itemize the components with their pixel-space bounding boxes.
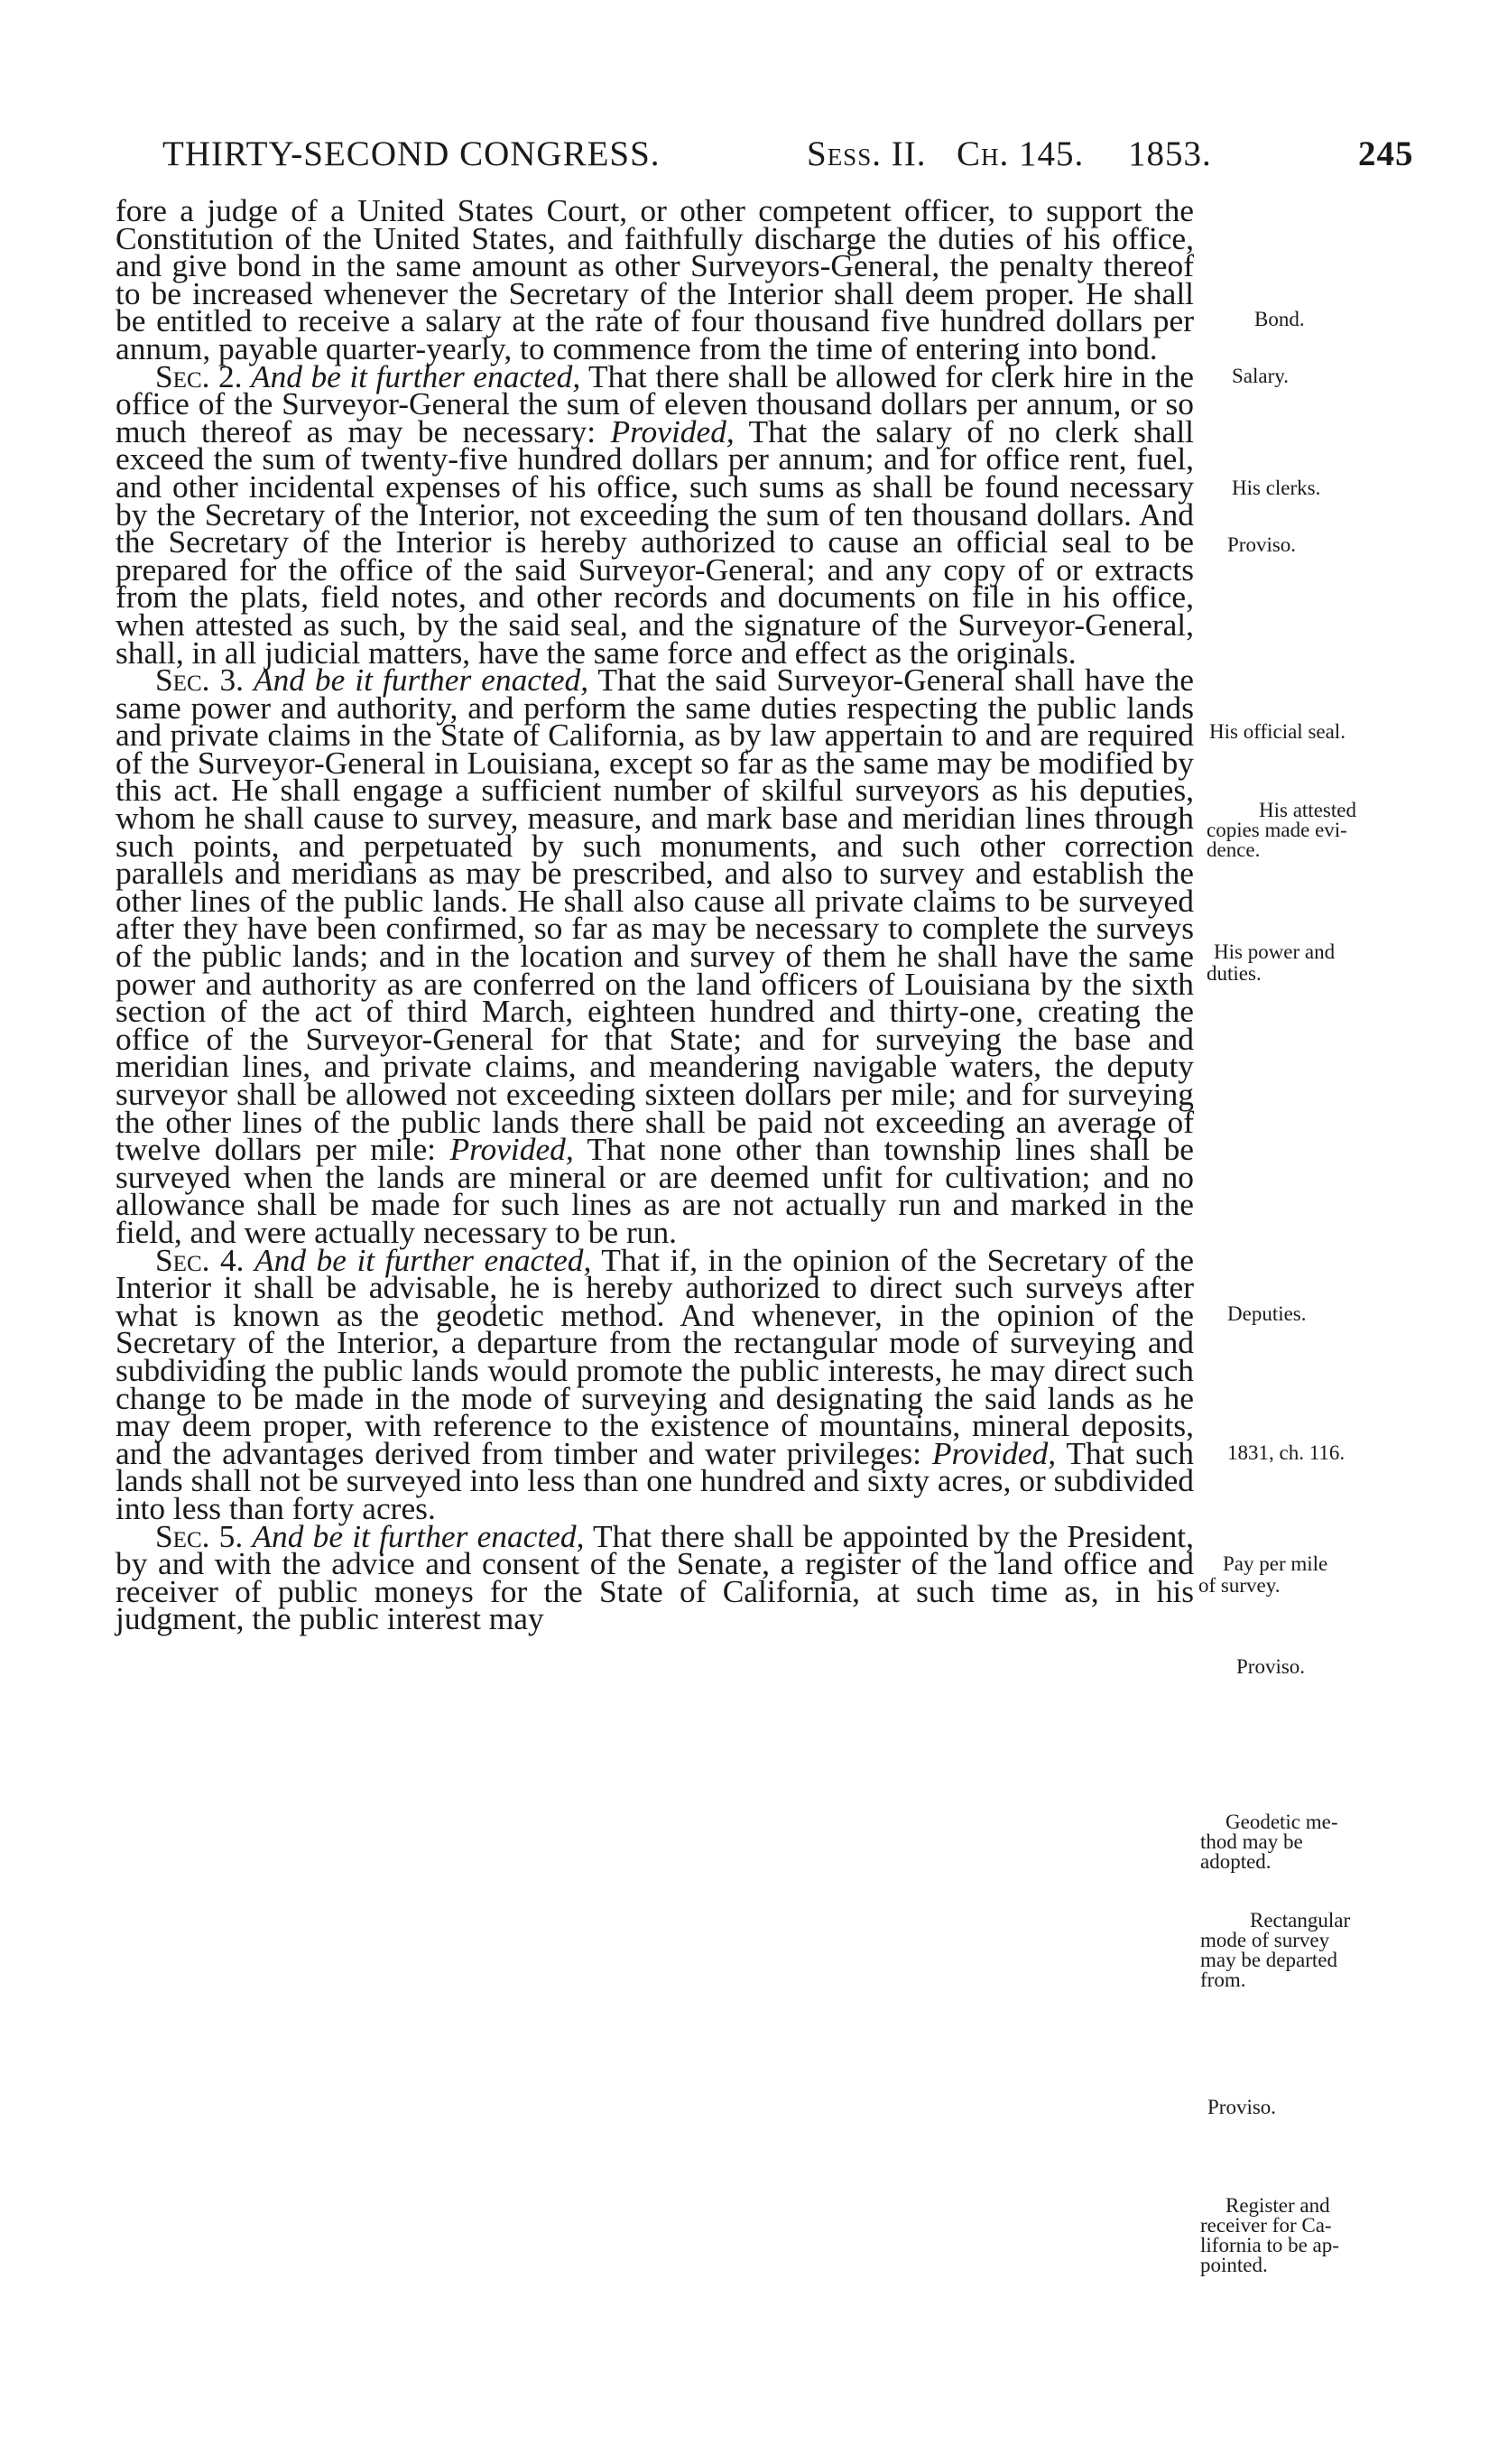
- margin-note-rect-2: mode of survey: [1200, 1929, 1330, 1951]
- section-3-text-b: That none other than township lines shall be surveyed when the lands are mineral or are deemed unfit for cultivation; and no allowance shall be made for such lines as are not actually run and marked in the field, and were actually necessary to be run.: [116, 1131, 1194, 1250]
- section-2-proviso: Provided,: [610, 412, 735, 449]
- section-3-label: Sec. 3.: [155, 662, 244, 699]
- margin-note-attested-3: dence.: [1207, 838, 1261, 861]
- section-2-text-a: That there shall be allowed for clerk hire in the office of the Surveyor-General the sum of eleven thousand dollars per annum, or so much thereof as may be necessary:: [116, 357, 1194, 449]
- section-2-text-b: That the salary of no clerk shall exceed the sum of twenty-five hundred dollars per annum; and for office rent, fuel, and other incidental expenses of his office, such sums as shall be found necessary by the Secretary of the Interior, not exceeding the sum of ten thousand dollars. And the Secretary of the Interior is hereby authorized to cause an official seal to be prepared for the office of the said Surveyor-General; and any copy of or extracts from the plats, field notes, and other records and documents on file in his office, when attested as such, by the said seal, and the signature of the Surveyor-General, shall, in all judicial matters, have the same force and effect as the originals.: [116, 412, 1194, 671]
- page-number: 245: [1358, 134, 1414, 173]
- congress-title: THIRTY-SECOND CONGRESS.: [162, 134, 661, 173]
- margin-note-statute: 1831, ch. 116.: [1227, 1441, 1346, 1464]
- margin-note-bond: Bond.: [1254, 308, 1305, 330]
- section-2-label: Sec. 2.: [155, 357, 243, 394]
- section-5-label: Sec. 5.: [155, 1517, 244, 1554]
- running-head: [162, 134, 1417, 188]
- margin-note-deputies: Deputies.: [1227, 1302, 1307, 1325]
- section-4-text-a: That if, in the opinion of the Secretary of the Interior it shall be advisable, he is hereby authorized to direct such surveys after what is known as the geodetic method. And whenever, in the opinion of the Secretary of the Interior, a departure from the rectangular mode of surveying and subdividing the public lands would promote the public interests, he may direct such change to be made in the mode of surveying and designating the said lands as he may deem proper, with reference to the existence of mountains, mineral deposits, and the advantages derived from timber and water privileges:: [116, 1241, 1195, 1471]
- continuation-paragraph: [116, 192, 1194, 366]
- margin-note-pay-2: of survey.: [1198, 1574, 1281, 1597]
- margin-note-pay-1: Pay per mile: [1223, 1552, 1328, 1575]
- margin-note-geodetic-3: adopted.: [1200, 1850, 1272, 1873]
- section-4-enacting: And be it further enacted,: [254, 1241, 592, 1278]
- section-3-text-a: That the said Surveyor-General shall have the same power and authority, and perform the same duties respecting the public lands and private claims in the State of California, as by law appertain to and are required of the Surveyor-General in Louisiana, except so far as the same may be modified by this act. He shall engage a sufficient number of skilful surveyors as his deputies, whom he shall cause to survey, measure, and mark base and meridian lines through such points, and perpetuated by such monuments, and such other correction parallels and meridians as may be prescribed, and also to survey and establish the other lines of the public lands. He shall also cause all private claims to be surveyed after they have been confirmed, so far as may be necessary to complete the surveys of the public lands; and in the location and survey of them he shall have the same power and authority as are conferred on the land officers of Louisiana by the sixth section of the act of third March, eighteen hundred and thirty-one, creating the office of the Surveyor-General for that State; and for surveying the base and meridian lines, and private claims, and meandering navigable waters, the deputy surveyor shall be allowed not exceeding sixteen dollars per mile; and for surveying the other lines of the public lands there shall be paid not exceeding an average of twelve dollars per mile:: [116, 662, 1194, 1168]
- margin-note-register-2: receiver for Ca-: [1200, 2214, 1332, 2237]
- section-4: [116, 1241, 1195, 1526]
- chapter-label: Ch. 145.: [957, 134, 1085, 173]
- margin-note-salary: Salary.: [1232, 365, 1290, 387]
- margin-note-seal: His official seal.: [1209, 720, 1346, 743]
- year-label: 1853.: [1128, 134, 1212, 173]
- margin-note-rect-1: Rectangular: [1250, 1909, 1351, 1931]
- section-2-enacting: And be it further enacted,: [250, 357, 581, 394]
- session-label: Sess. II.: [807, 134, 927, 173]
- section-3: [116, 662, 1194, 1250]
- continuation-text: fore a judge of a United States Court, or other competent officer, to support the Constitution of the United States, and faithfully discharge the duties of his office, and give bond in the same amount as other Surveyors-General, the penalty thereof to be increased whenever the Secretary of the Interior shall deem proper. He shall be entitled to receive a salary at the rate of four thousand five hundred dollars per annum, payable quarter-yearly, to commence from the time of entering into bond.: [116, 192, 1194, 366]
- section-4-proviso: Provided,: [931, 1434, 1057, 1471]
- statute-body: [116, 192, 1195, 1637]
- margin-note-power-1: His power and: [1214, 940, 1336, 963]
- margin-note-proviso-1: Proviso.: [1227, 533, 1297, 556]
- margin-note-clerks: His clerks.: [1232, 477, 1321, 499]
- section-5-enacting: And be it further enacted,: [252, 1517, 585, 1554]
- section-5-text-a: That there shall be appointed by the President, by and with the advice and consent of the Senate, a register of the land office and receiver of public moneys for the State of California, at such time as, in his judgment, the public interest may: [116, 1517, 1194, 1637]
- margin-note-register-4: pointed.: [1200, 2254, 1268, 2276]
- margin-note-register-1: Register and: [1225, 2194, 1330, 2217]
- margin-note-rect-3: may be departed: [1200, 1949, 1337, 1971]
- margin-note-attested-2: copies made evi-: [1207, 819, 1347, 841]
- margin-note-geodetic-1: Geodetic me-: [1225, 1811, 1338, 1833]
- margin-note-proviso-2: Proviso.: [1236, 1655, 1306, 1678]
- section-4-text-b: That such lands shall not be surveyed into less than one hundred and sixty acres, or subdivided into less than forty acres.: [116, 1434, 1194, 1526]
- section-2: [116, 357, 1194, 671]
- section-3-proviso: Provided,: [449, 1131, 574, 1168]
- margin-note-proviso-3: Proviso.: [1207, 2096, 1277, 2118]
- margin-note-attested-1: His attested: [1259, 799, 1356, 821]
- section-4-label: Sec. 4.: [155, 1241, 245, 1278]
- margin-note-power-2: duties.: [1207, 962, 1262, 985]
- margin-note-register-3: lifornia to be ap-: [1200, 2234, 1339, 2256]
- section-3-enacting: And be it further enacted,: [253, 662, 589, 699]
- margin-note-rect-4: from.: [1200, 1968, 1246, 1991]
- section-5: [116, 1517, 1194, 1637]
- margin-note-geodetic-2: thod may be: [1200, 1830, 1303, 1853]
